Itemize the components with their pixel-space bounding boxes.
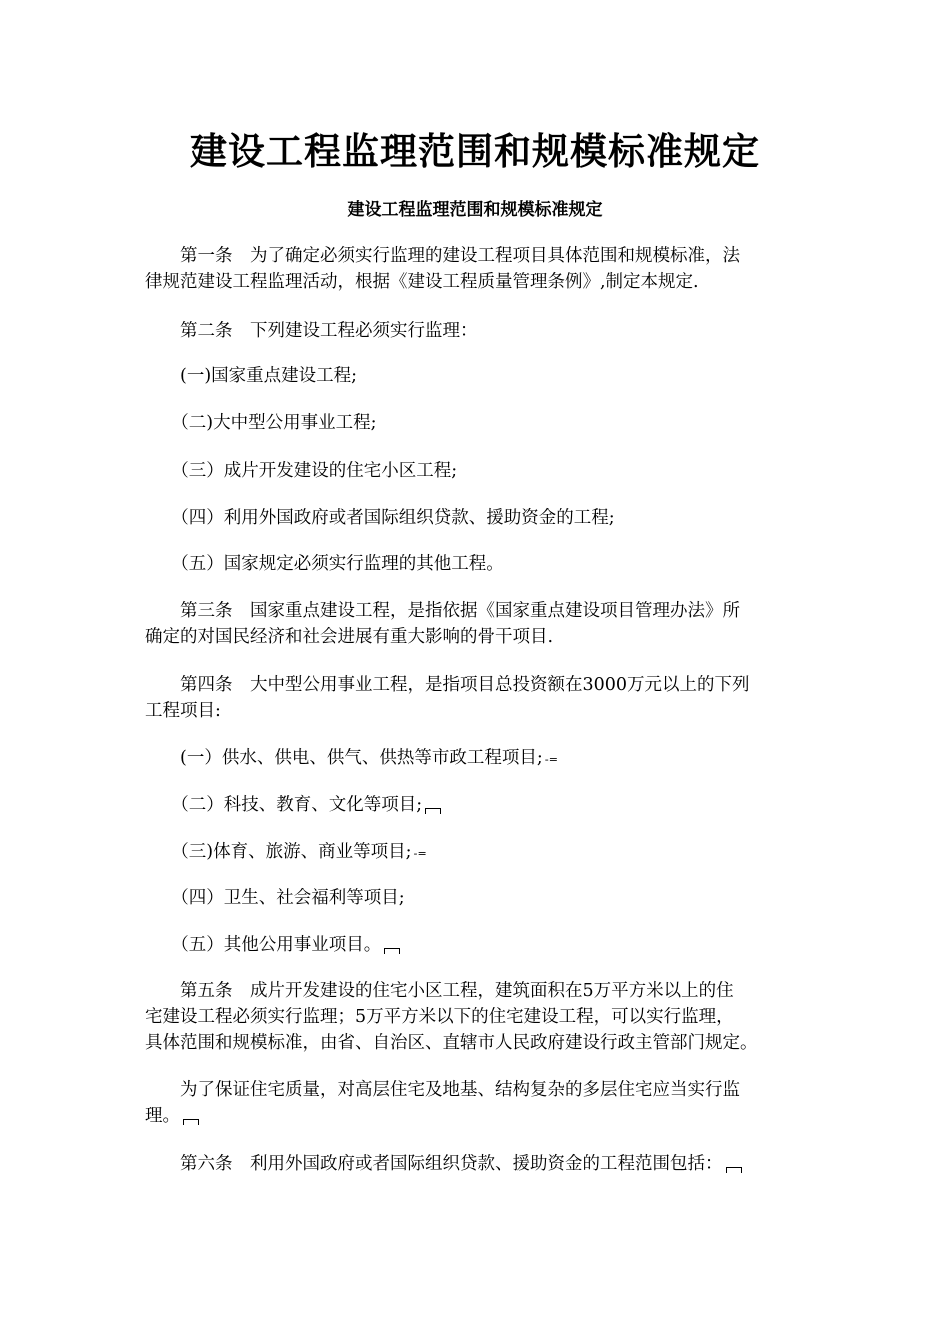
paragraph — [145, 551, 810, 577]
paragraph — [145, 839, 810, 867]
paragraph-line: （四）卫生、社会福利等项目; — [145, 888, 405, 908]
paragraph — [145, 1077, 810, 1129]
paragraph-line: （二)大中型公用事业工程; — [145, 413, 377, 433]
paragraph-line: （五）其他公用事业项目。 — [145, 935, 382, 955]
paragraph — [145, 885, 810, 911]
paragraph-line: （三）成片开发建设的住宅小区工程; — [145, 461, 458, 481]
paragraph — [145, 792, 810, 818]
document-title: 建设工程监理范围和规模标准规定 — [190, 129, 760, 173]
paragraph — [145, 1151, 810, 1177]
paragraph-line: (一）供水、供电、供气、供热等市政工程项目; — [145, 748, 543, 768]
paragraph — [145, 410, 810, 436]
paragraph — [145, 978, 810, 1056]
mark-glyph: -= — [544, 753, 558, 766]
mark-glyph: -= — [413, 847, 427, 860]
paragraph-line: （二）科技、教育、文化等项目; — [145, 795, 423, 815]
paragraph — [145, 363, 810, 389]
paragraph-line: （三)体育、旅游、商业等项目; — [145, 842, 412, 862]
paragraph-line: 律规范建设工程监理活动，根据《建设工程质量管理条例》,制定本规定. — [145, 272, 699, 292]
paragraph-line: 确定的对国民经济和社会进展有重大影响的骨干项目. — [145, 627, 554, 647]
paragraph — [145, 318, 810, 344]
paragraph-line: 第六条 利用外国政府或者国际组织贷款、援助资金的工程范围包括： — [145, 1154, 723, 1174]
paragraph-line: 宅建设工程必须实行监理；5万平方米以下的住宅建设工程，可以实行监理， — [145, 1007, 734, 1027]
bracket-mark-icon — [183, 1119, 199, 1125]
paragraph — [145, 672, 810, 724]
paragraph-line: 第三条 国家重点建设工程，是指依据《国家重点建设项目管理办法》所 — [145, 601, 740, 621]
bracket-mark-icon — [726, 1167, 742, 1173]
paragraph — [145, 745, 810, 773]
paragraph — [145, 505, 810, 531]
paragraph — [145, 243, 810, 295]
paragraph-line: 第一条 为了确定必须实行监理的建设工程项目具体范围和规模标准，法 — [145, 246, 740, 266]
paragraph-line: 第二条 下列建设工程必须实行监理： — [145, 321, 478, 341]
paragraph-line: 第四条 大中型公用事业工程，是指项目总投资额在3000万元以上的下列 — [145, 675, 750, 695]
paragraph — [145, 598, 810, 650]
bracket-mark-icon — [425, 808, 441, 814]
paragraph — [145, 932, 810, 958]
paragraph-line: 具体范围和规模标准，由省、自治区、直辖市人民政府建设行政主管部门规定。 — [145, 1033, 758, 1053]
paragraph-line: 第五条 成片开发建设的住宅小区工程，建筑面积在5万平方米以上的住 — [145, 981, 734, 1001]
paragraph-line: 理。 — [145, 1106, 180, 1126]
bracket-mark-icon — [384, 948, 400, 954]
paragraph-line: 工程项目: — [145, 701, 221, 721]
paragraph — [145, 458, 810, 484]
document-subtitle: 建设工程监理范围和规模标准规定 — [347, 200, 603, 220]
paragraph-line: （五）国家规定必须实行监理的其他工程。 — [145, 554, 504, 574]
paragraph-line: 为了保证住宅质量，对高层住宅及地基、结构复杂的多层住宅应当实行监 — [145, 1080, 740, 1100]
paragraph-line: (一)国家重点建设工程; — [145, 366, 358, 386]
paragraph-line: （四）利用外国政府或者国际组织贷款、援助资金的工程; — [145, 508, 615, 528]
